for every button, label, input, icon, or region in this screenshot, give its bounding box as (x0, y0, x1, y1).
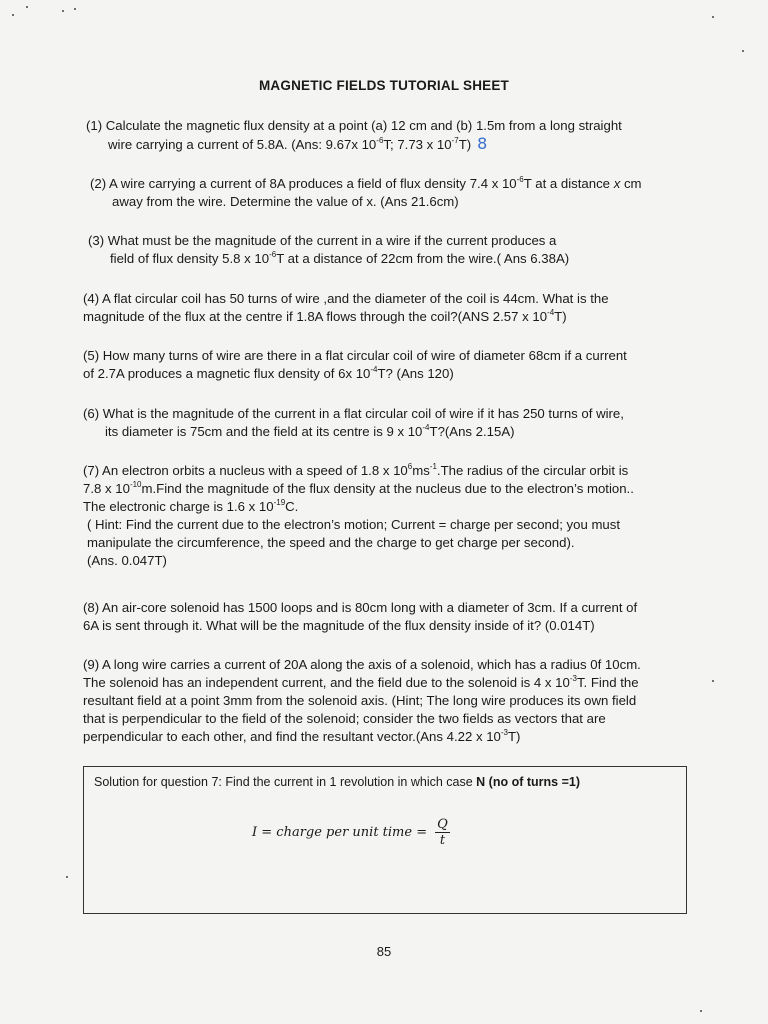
scan-speck (62, 10, 64, 12)
question-2 (90, 175, 642, 211)
question-6 (83, 405, 624, 441)
formula-denominator: t (439, 833, 446, 848)
question-5 (83, 347, 627, 383)
question-8 (83, 599, 637, 635)
q6-line2: its diameter is 75cm and the field at its centre is 9 x $10^{-4}T?(Ans$ 2.15A) (105, 423, 515, 439)
scan-speck (712, 16, 714, 18)
scan-speck (712, 680, 714, 682)
q7-hint-line2: manipulate the circumference, the speed and the charge to get charge per second). (87, 535, 575, 550)
scan-speck (74, 8, 76, 10)
q9-line3: resultant field at a point 3mm from the solenoid axis. (Hint; The long wire produces its own field (83, 693, 637, 708)
scan-speck (742, 50, 744, 52)
question-1 (86, 117, 622, 154)
scan-speck (66, 876, 68, 878)
scan-speck (12, 14, 14, 16)
formula-left: I = charge per unit time = (252, 825, 428, 840)
question-3 (88, 232, 569, 268)
q1-line1: (1) Calculate the magnetic flux density at a point (a) 12 cm and (b) 1.5m from a long straight (86, 118, 622, 133)
q5-line2: of 2.7A produces a magnetic flux density of 6x $10^{-4}T$? (Ans 120) (83, 365, 454, 381)
q2-line2: away from the wire. Determine the value of x. (Ans 21.6cm) (112, 194, 459, 209)
q4-line2: magnitude of the flux at the centre if 1.8A flows through the coil?(ANS 2.57 x $10^{-4}T$) (83, 308, 567, 324)
handwritten-mark: 8 (477, 134, 488, 153)
page-number: 85 (376, 944, 392, 959)
q9-line5: perpendicular to each other, and find the resultant vector.(Ans 4.22 x $10^{-3}T$) (83, 728, 521, 744)
q7-answer: (Ans. 0.047T) (87, 553, 167, 568)
q3-line1: (3) What must be the magnitude of the current in a wire if the current produces a (88, 233, 557, 248)
q7-line2: 7.8 x $10^{-10}m.Find$ the magnitude of the flux density at the nucleus due to the electron’s motion.. (83, 480, 634, 496)
scan-speck (26, 6, 28, 8)
q2-line1: (2) A wire carrying a current of 8A produces a field of flux density 7.4 x $10^{-6}T$ at a distance x cm (90, 175, 642, 191)
page-title: MAGNETIC FIELDS TUTORIAL SHEET (258, 78, 509, 93)
solution-box (83, 766, 687, 914)
q4-line1: (4) A flat circular coil has 50 turns of wire ,and the diameter of the coil is 44cm. What is the (83, 291, 609, 306)
q1-line2: wire carrying a current of 5.8A. (Ans: 9.67x $10^{-6}T$; 7.73 x $10^{-7}T$) 8 (108, 134, 488, 153)
formula-fraction (435, 817, 450, 848)
q6-line1: (6) What is the magnitude of the current in a flat circular coil of wire if it has 250 turns of wire, (83, 406, 624, 421)
solution-heading: Solution for question 7: Find the current in 1 revolution in which case N (no of turns =1) (94, 775, 580, 789)
scan-speck (700, 1010, 702, 1012)
question-9 (83, 656, 641, 746)
q9-line1: (9) A long wire carries a current of 20A along the axis of a solenoid, which has a radius 0f 10cm. (83, 657, 641, 672)
q3-line2: field of flux density 5.8 x $10^{-6}T$ at a distance of 22cm from the wire.( Ans 6.38A) (110, 250, 570, 266)
formula-numerator: Q (437, 817, 448, 832)
q7-line1: (7) An electron orbits a nucleus with a speed of 1.8 x $10^6ms^{-1}.The$ radius of the circular orbit is (83, 462, 629, 478)
question-7 (83, 462, 634, 570)
current-formula (252, 817, 450, 848)
q7-hint-line1: ( Hint: Find the current due to the electron’s motion; Current = charge per second; you must (87, 517, 621, 532)
q7-line3: The electronic charge is 1.6 x $10^{-19}C$. (83, 498, 299, 514)
q5-line1: (5) How many turns of wire are there in a flat circular coil of wire of diameter 68cm if a current (83, 348, 627, 363)
q8-line2: 6A is sent through it. What will be the magnitude of the flux density inside of it? (0.014T) (83, 618, 595, 633)
q8-line1: (8) An air-core solenoid has 1500 loops and is 80cm long with a diameter of 3cm. If a current of (83, 600, 638, 615)
question-4 (83, 290, 609, 326)
q9-line2: The solenoid has an independent current, and the field due to the solenoid is 4 x $10^{-3}T$. Find the (83, 674, 639, 690)
q9-line4: that is perpendicular to the field of the solenoid; consider the two fields as vectors that are (83, 711, 606, 726)
